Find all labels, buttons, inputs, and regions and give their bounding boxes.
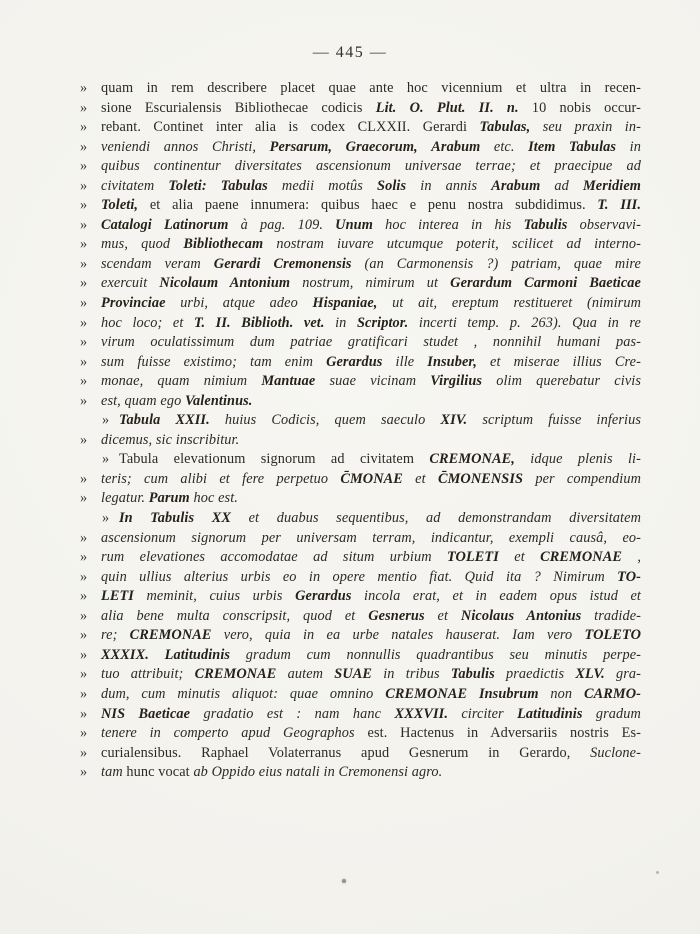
quote-mark: » — [80, 295, 88, 312]
text-line — [78, 157, 641, 177]
quote-mark: » — [80, 529, 88, 546]
quote-mark: » — [80, 392, 88, 409]
text-segment: Gerardi Cremonensis — [213, 255, 352, 272]
text-segment: et alia paene innumera: quibus haec e penu nostra subdidimus. — [138, 197, 598, 214]
text-block — [78, 79, 641, 783]
text-line — [78, 607, 641, 627]
text-segment: T. II. Biblioth. vet. — [193, 314, 325, 331]
text-segment — [418, 139, 432, 155]
quote-mark: » — [102, 412, 110, 429]
text-segment: circiter — [448, 705, 518, 722]
text-segment: hunc vocat — [122, 764, 194, 781]
text-segment — [332, 139, 346, 155]
quote-mark: » — [80, 158, 88, 175]
text-line — [78, 450, 641, 470]
quote-mark: » — [80, 119, 88, 136]
text-segment: Mantuae — [261, 373, 316, 390]
text-segment: T. III. — [597, 197, 641, 214]
quote-mark: » — [102, 510, 110, 527]
text-segment: scendam veram — [101, 255, 214, 272]
text-segment: ut ait, ereptum restitueret (nimirum — [377, 295, 641, 312]
text-segment: Hispaniae, — [312, 295, 378, 312]
text-segment: et miserae illius Cre- — [476, 353, 641, 370]
text-segment: in — [616, 138, 641, 155]
quote-mark: » — [80, 275, 88, 292]
text-segment: Nicolaum Antonium — [159, 275, 291, 292]
text-segment: TO- — [617, 568, 641, 585]
text-segment: sione Escurialensis Bibliothecae codicis — [101, 99, 376, 116]
text-segment: praedictis — [494, 666, 576, 683]
text-segment: gradatio est : nam hanc — [190, 705, 395, 722]
text-line — [78, 509, 641, 529]
quote-mark: » — [80, 549, 88, 566]
text-segment: Scriptor. — [356, 314, 409, 331]
text-segment: Tabulis — [450, 666, 495, 683]
text-segment: quin ullius alterius urbis eo in opere mentio fiat. Quid ita ? Nimirum — [101, 568, 618, 585]
quote-mark: » — [80, 568, 88, 585]
text-segment: CREMONAE — [540, 549, 622, 566]
text-segment: CREMONAE — [194, 666, 277, 683]
text-segment: etc. — [480, 138, 529, 155]
quote-mark: » — [80, 646, 88, 663]
quote-mark: » — [80, 314, 88, 331]
text-segment: rum elevationes accomodatae ad situm urbium — [101, 549, 447, 566]
text-segment: Tabula elevationum signorum ad civitatem — [119, 451, 430, 468]
quote-mark: » — [80, 373, 88, 390]
text-line — [78, 529, 641, 549]
text-segment: Persarum, — [269, 138, 333, 155]
text-segment: (an Carmonensis ?) patriam, quae mire — [351, 255, 641, 272]
text-line — [78, 255, 641, 275]
text-line — [78, 118, 641, 138]
text-segment: 10 nobis occur- — [518, 99, 641, 116]
paper-speck — [656, 871, 659, 874]
text-segment: TOLETO — [584, 627, 641, 644]
text-segment: hoc interea in his — [372, 216, 524, 233]
text-segment: curialensibus. Raphael Volaterranus apud Gesnerum in Gerardo, — [101, 744, 591, 761]
text-segment: sum fuisse existimo; tam enim — [101, 353, 327, 370]
quote-mark: » — [80, 744, 88, 761]
text-segment: tenere in comperto apud Geographos — [101, 725, 368, 742]
quote-mark: » — [80, 666, 88, 683]
text-segment: Insubrum — [478, 685, 539, 702]
text-segment: exercuit — [101, 275, 160, 292]
text-segment: tradide- — [581, 607, 642, 624]
text-line — [78, 216, 641, 236]
text-segment: medii motûs — [267, 177, 378, 194]
text-segment: Gerardus — [326, 353, 383, 370]
text-line — [78, 431, 641, 451]
text-segment: Latitudinis — [517, 705, 583, 722]
text-segment: XLV. — [575, 666, 605, 683]
text-segment: Tabulas, — [479, 119, 531, 136]
text-segment: veniendi annos Christi, — [101, 138, 270, 155]
text-segment: seu praxin in- — [530, 119, 641, 136]
text-segment: LETI — [101, 588, 134, 605]
text-line — [78, 372, 641, 392]
text-segment: à pag. 109. — [228, 216, 336, 233]
text-segment: dicemus, sic inscribitur. — [101, 431, 240, 448]
text-segment: suae vicinam — [315, 373, 431, 390]
quote-mark: » — [80, 353, 88, 370]
text-line — [78, 177, 641, 197]
text-segment: olim querebatur civis — [482, 373, 641, 390]
text-segment: CARMO- — [583, 685, 641, 702]
quote-mark: » — [80, 685, 88, 702]
text-segment: XXXVII. — [394, 705, 448, 722]
text-segment: CREMONAE, — [429, 451, 515, 468]
text-segment: alia bene multa conscripsit, quod et — [101, 607, 369, 624]
text-segment: et — [402, 470, 438, 487]
text-segment: urbi, atque adeo — [165, 295, 313, 312]
quote-mark: » — [80, 705, 88, 722]
text-line — [78, 294, 641, 314]
text-segment: per compendium — [523, 470, 641, 487]
text-segment: Unum — [335, 216, 373, 233]
text-segment: tuo attribuit; — [101, 666, 195, 683]
text-segment: vero, quia in ea urbe natales hauserat. Iam vero — [211, 627, 585, 644]
text-segment: ille — [382, 353, 428, 370]
text-segment: Virgilius — [430, 373, 483, 390]
text-segment: autem — [276, 666, 335, 683]
text-segment: non — [538, 685, 584, 702]
text-segment: nostram iuvare utcumque poterit, scilicet ad interno- — [263, 236, 641, 253]
text-segment: dum, cum minutis aliquot: quae omnino — [101, 685, 386, 702]
text-line — [78, 626, 641, 646]
quote-mark: » — [80, 490, 88, 507]
text-line — [78, 646, 641, 666]
text-line — [78, 587, 641, 607]
text-segment: tam — [101, 764, 123, 781]
text-line — [78, 274, 641, 294]
text-line — [78, 685, 641, 705]
text-segment: CREMONAE — [385, 685, 468, 702]
text-line — [78, 665, 641, 685]
text-segment: mus, quod — [101, 236, 184, 253]
text-segment: C̄MONAE — [340, 470, 403, 487]
text-line — [78, 470, 641, 490]
quote-mark: » — [80, 588, 88, 605]
text-segment: NIS Baeticae — [101, 705, 191, 722]
text-segment: Provinciae — [101, 295, 166, 312]
text-segment: Lit. O. Plut. II. n. — [375, 99, 519, 116]
quote-mark: » — [80, 627, 88, 644]
text-segment: legatur. — [101, 490, 149, 507]
text-segment: ascensionum signorum per universam terram, indicantur, exempli causâ, eo- — [101, 529, 641, 546]
text-line — [78, 724, 641, 744]
text-segment: In Tabulis XX — [119, 510, 232, 527]
text-segment: XIV. — [440, 412, 468, 429]
text-segment: et — [424, 607, 461, 624]
text-segment: gradum cum nonnullis quadrantibus seu minutis perpe- — [230, 646, 642, 663]
text-segment: ab Oppido eius natali in Cremonensi agro. — [193, 764, 443, 781]
text-segment: quibus continentur diversitates ascensionum universae terrae; et praecipue ad — [101, 158, 641, 175]
paper-speck — [342, 879, 346, 883]
text-segment: rebant. Continet inter alia is codex CLXXII. Gerardi — [101, 119, 480, 136]
text-segment: Tabulas — [220, 177, 268, 194]
text-segment: est, quam ego — [101, 392, 185, 409]
text-segment: Catalogi Latinorum — [101, 216, 229, 233]
text-line — [78, 705, 641, 725]
text-segment: Meridiem — [583, 177, 641, 194]
text-segment: Insuber, — [427, 353, 477, 370]
text-segment: huius Codicis, quem saeculo — [209, 412, 441, 429]
quote-mark: » — [102, 451, 110, 468]
quote-mark: » — [80, 255, 88, 272]
text-line — [78, 568, 641, 588]
text-segment: Tabula XXII. — [119, 412, 210, 429]
text-line — [78, 489, 641, 509]
text-segment: Parum — [148, 490, 190, 507]
text-line — [78, 79, 641, 99]
text-segment: monae, quam nimium — [101, 373, 262, 390]
quote-mark: » — [80, 431, 88, 448]
page-number: — 445 — — [312, 44, 388, 61]
quote-mark: » — [80, 99, 88, 116]
text-segment: Toleti, — [101, 197, 139, 214]
text-segment: incerti temp. p. 263). Qua in re — [408, 314, 642, 331]
text-segment: gradum — [582, 705, 641, 722]
text-segment: Gerardus — [295, 588, 352, 605]
text-segment: observavi- — [567, 216, 641, 233]
text-line — [78, 763, 641, 783]
text-segment: est. Hactenus in Adversariis nostris Es- — [367, 725, 642, 742]
text-segment: et duabus sequentibus, ad demonstrandam diversitatem — [231, 510, 641, 527]
text-segment: in annis — [406, 177, 492, 194]
text-segment: Graecorum, — [345, 138, 418, 155]
text-line — [78, 235, 641, 255]
text-segment: TOLETI — [446, 549, 499, 566]
text-segment: Item Tabulas — [528, 138, 617, 155]
text-segment: meminit, cuius urbis — [133, 588, 296, 605]
text-segment: Solis — [377, 177, 407, 194]
text-segment: Nicolaus Antonius — [460, 607, 582, 624]
text-line — [78, 548, 641, 568]
text-segment: Gesnerus — [368, 607, 425, 624]
text-segment: CREMONAE — [129, 627, 212, 644]
text-segment: scriptum fuisse inferius — [467, 412, 641, 429]
text-segment: Toleti: — [168, 177, 207, 194]
text-segment: SUAE — [334, 666, 373, 683]
text-segment: hoc loco; et — [101, 314, 194, 331]
text-segment: Tabulis — [523, 216, 568, 233]
quote-mark: » — [80, 764, 88, 781]
quote-mark: » — [80, 197, 88, 214]
text-line — [78, 138, 641, 158]
text-segment: gra- — [604, 666, 641, 683]
text-segment: hoc est. — [189, 490, 238, 507]
text-segment: quam in rem describere placet quae ante hoc vicennium et ultra in recen- — [101, 80, 641, 96]
text-segment: nostrum, nimirum ut — [290, 275, 451, 292]
quote-mark: » — [80, 607, 88, 624]
text-segment: Valentinus. — [185, 392, 253, 409]
text-segment: XXXIX. Latitudinis — [101, 646, 231, 663]
text-segment — [467, 686, 479, 702]
quote-mark: » — [80, 236, 88, 253]
text-segment: virum oculatissimum dum patriae gratificari studet , nonnihil humani pas- — [101, 334, 641, 351]
text-line — [78, 353, 641, 373]
text-segment: in tribus — [372, 666, 451, 683]
quote-mark: » — [80, 216, 88, 233]
text-segment: Gerardum Carmoni Baeticae — [450, 275, 642, 292]
text-segment: re; — [101, 627, 130, 644]
quote-mark: » — [80, 138, 88, 155]
text-line — [78, 314, 641, 334]
text-segment: et — [498, 549, 541, 566]
text-segment: in — [324, 314, 357, 331]
quote-mark: » — [80, 725, 88, 742]
quote-mark: » — [80, 470, 88, 487]
quote-mark: » — [80, 334, 88, 351]
text-segment: Suclone- — [590, 744, 641, 761]
text-line — [78, 196, 641, 216]
quote-mark: » — [80, 177, 88, 194]
text-segment — [207, 178, 221, 194]
text-line — [78, 333, 641, 353]
text-line — [78, 411, 641, 431]
text-line — [78, 744, 641, 764]
text-segment: civitatem — [101, 177, 169, 194]
text-segment: incola erat, et in eadem opus istud et — [351, 588, 641, 605]
text-line — [78, 392, 641, 412]
text-segment: Bibliothecam — [183, 236, 264, 253]
quote-mark: » — [80, 80, 88, 96]
text-line — [78, 99, 641, 119]
text-segment: Arabum — [491, 177, 541, 194]
text-segment: Arabum — [431, 138, 481, 155]
text-segment: , — [621, 549, 641, 566]
text-segment: C̄MONENSIS — [437, 470, 524, 487]
text-segment: teris; cum alibi et fere perpetuo — [101, 470, 341, 487]
text-segment: idque plenis li- — [514, 451, 641, 468]
text-segment: ad — [540, 177, 583, 194]
